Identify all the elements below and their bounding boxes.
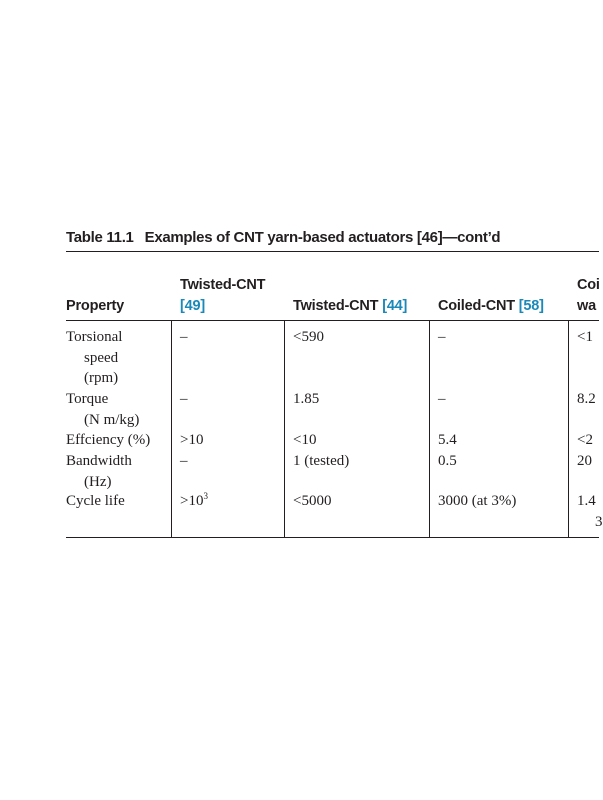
table-cell: –	[438, 329, 446, 345]
reference-link[interactable]: [58]	[518, 298, 544, 314]
header-label: Twisted-CNT	[180, 277, 266, 293]
property-bandwidth: Bandwidth (Hz)	[66, 453, 132, 490]
table-title: Examples of CNT yarn-based actuators [46]—cont’d	[144, 229, 501, 246]
column-divider	[568, 320, 569, 537]
column-divider	[171, 320, 172, 537]
header-rule	[66, 320, 599, 321]
property-torque: Torque (N m/kg)	[66, 391, 140, 428]
table-cell: <2	[577, 432, 593, 448]
header-label: Coiled-CNT	[438, 298, 515, 314]
column-divider	[429, 320, 430, 537]
table-cell: –	[180, 453, 188, 469]
header-label: Twisted-CNT	[293, 298, 379, 314]
table-caption	[66, 229, 500, 246]
table-cell: –	[438, 391, 446, 407]
header-property: Property	[66, 298, 125, 314]
table-cell: >10	[180, 432, 204, 448]
property-cycle-life: Cycle life	[66, 493, 125, 509]
table-cell: 1 (tested)	[293, 453, 350, 469]
table-cell: 5.4	[438, 432, 457, 448]
reference-link[interactable]: [44]	[382, 298, 408, 314]
header-coiled-cnt-58	[438, 296, 544, 317]
table-cell: 0.5	[438, 453, 457, 469]
table-cell: 3000 (at 3%)	[438, 493, 517, 509]
property-torsional-speed: Torsional speed (rpm)	[66, 329, 123, 386]
table-cell: 8.2	[577, 391, 596, 407]
table-cell: <1	[577, 329, 593, 345]
table-cell: <5000	[293, 493, 332, 509]
table-cell: 20	[577, 453, 592, 469]
top-rule	[66, 251, 599, 252]
bottom-rule	[66, 537, 599, 538]
property-efficiency: Effciency (%)	[66, 432, 151, 448]
table-cell: 1.85	[293, 391, 320, 407]
reference-link[interactable]: [49]	[180, 298, 205, 314]
header-twisted-cnt-44	[293, 296, 407, 317]
column-divider	[284, 320, 285, 537]
table-number: Table 11.1	[66, 229, 134, 246]
table-cell: –	[180, 391, 188, 407]
table-cell: <590	[293, 329, 324, 345]
table-cell: 1.4 3	[577, 493, 603, 530]
table-cell: <10	[293, 432, 317, 448]
table-cell: –	[180, 329, 188, 345]
table-cell: $>10^3$	[180, 491, 208, 509]
header-truncated: Coi wa	[577, 277, 600, 314]
header-twisted-cnt-49	[180, 275, 265, 317]
